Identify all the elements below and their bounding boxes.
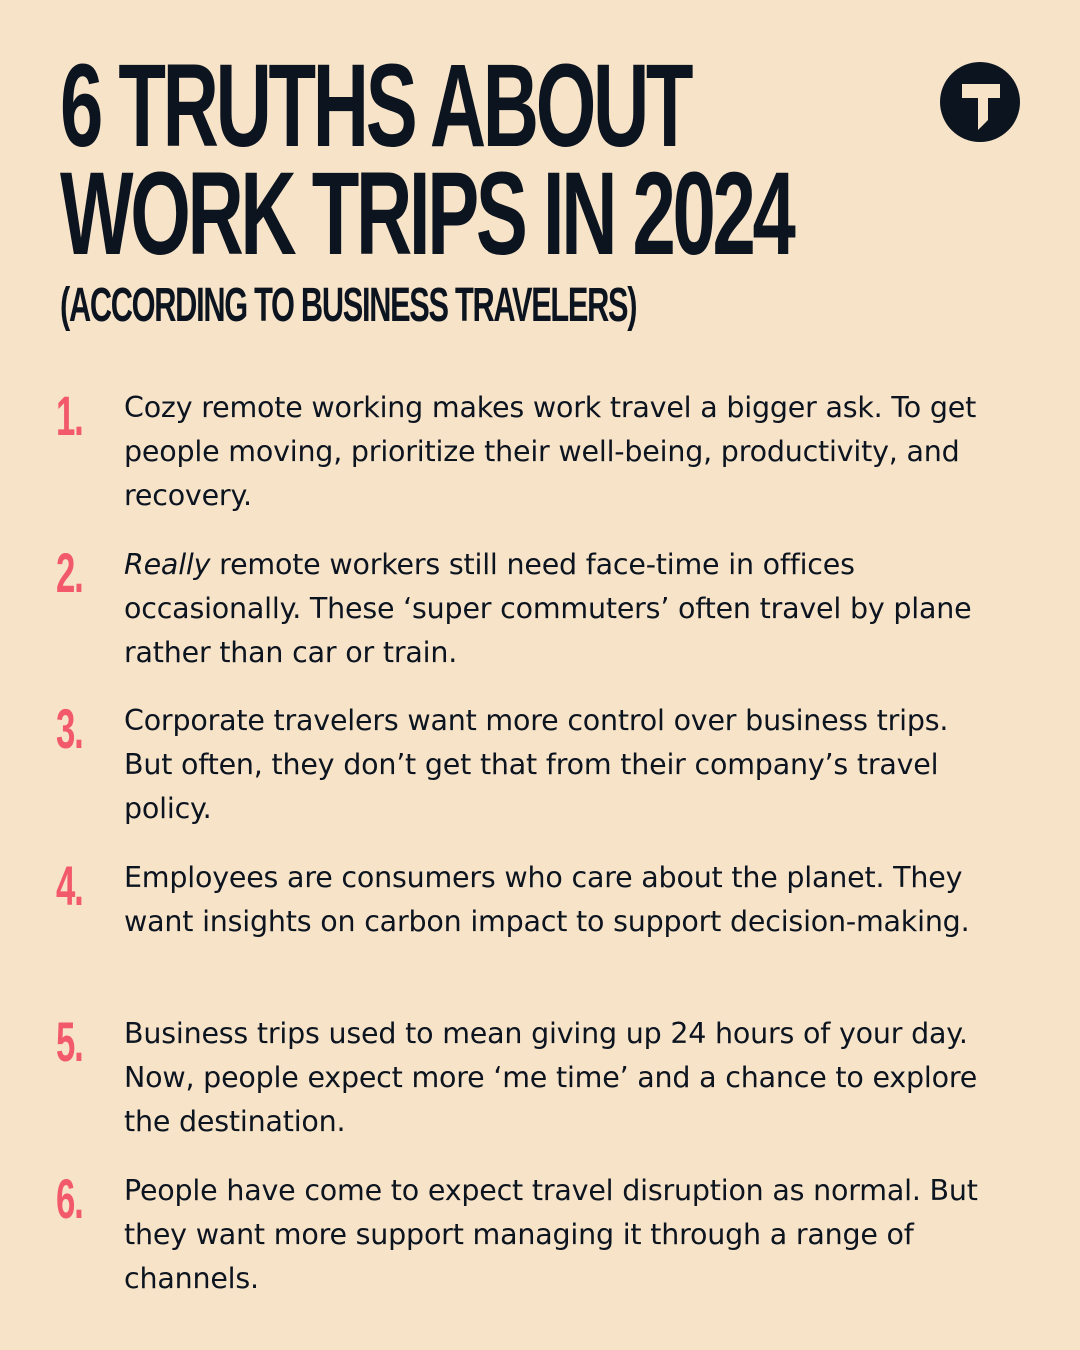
truth-emphasis: Really [124,547,211,581]
truth-number: 5. [56,1010,83,1073]
truth-text: Employees are consumers who care about the planet. They want insights on carbon impact to support decision-making. [124,860,970,938]
list-item [56,384,1020,543]
truth-text: People have come to expect travel disruption as normal. But they want more support managing it through a range of channels. [124,1173,978,1295]
list-item [56,540,1020,700]
page-title-line-1: 6 TRUTHS ABOUT [60,40,691,172]
truth-text: Business trips used to mean giving up 24 hours of your day. Now, people expect more ‘me time’ and a chance to explore the destination. [124,1017,978,1138]
truth-text-rest: remote workers still need face-time in offices occasionally. These ‘super commuters’ often travel by plane rather than car or train. [124,547,972,669]
brand-t-logo-icon [940,62,1020,142]
page-subtitle: (ACCORDING TO BUSINESS TRAVELERS) [60,279,637,332]
truth-number: 6. [56,1166,83,1230]
list-item [56,853,1020,1013]
list-item [56,1010,1020,1169]
list-item [56,697,1020,856]
truths-list [56,384,1020,1325]
truth-text: Corporate travelers want more control over business trips. But often, they don’t get that from their company’s travel policy. [124,704,949,825]
list-item [56,1166,1020,1326]
truth-number: 4. [56,853,83,917]
truth-number: 1. [56,384,83,447]
header [60,40,940,332]
page-title-line-2: WORK TRIPS IN 2024 [60,148,793,280]
truth-number: 2. [56,540,83,604]
truth-number: 3. [56,697,83,760]
truth-text [124,543,1004,675]
truth-text: Cozy remote working makes work travel a bigger ask. To get people moving, prioritize their well-being, productivity, and recovery. [124,391,977,512]
